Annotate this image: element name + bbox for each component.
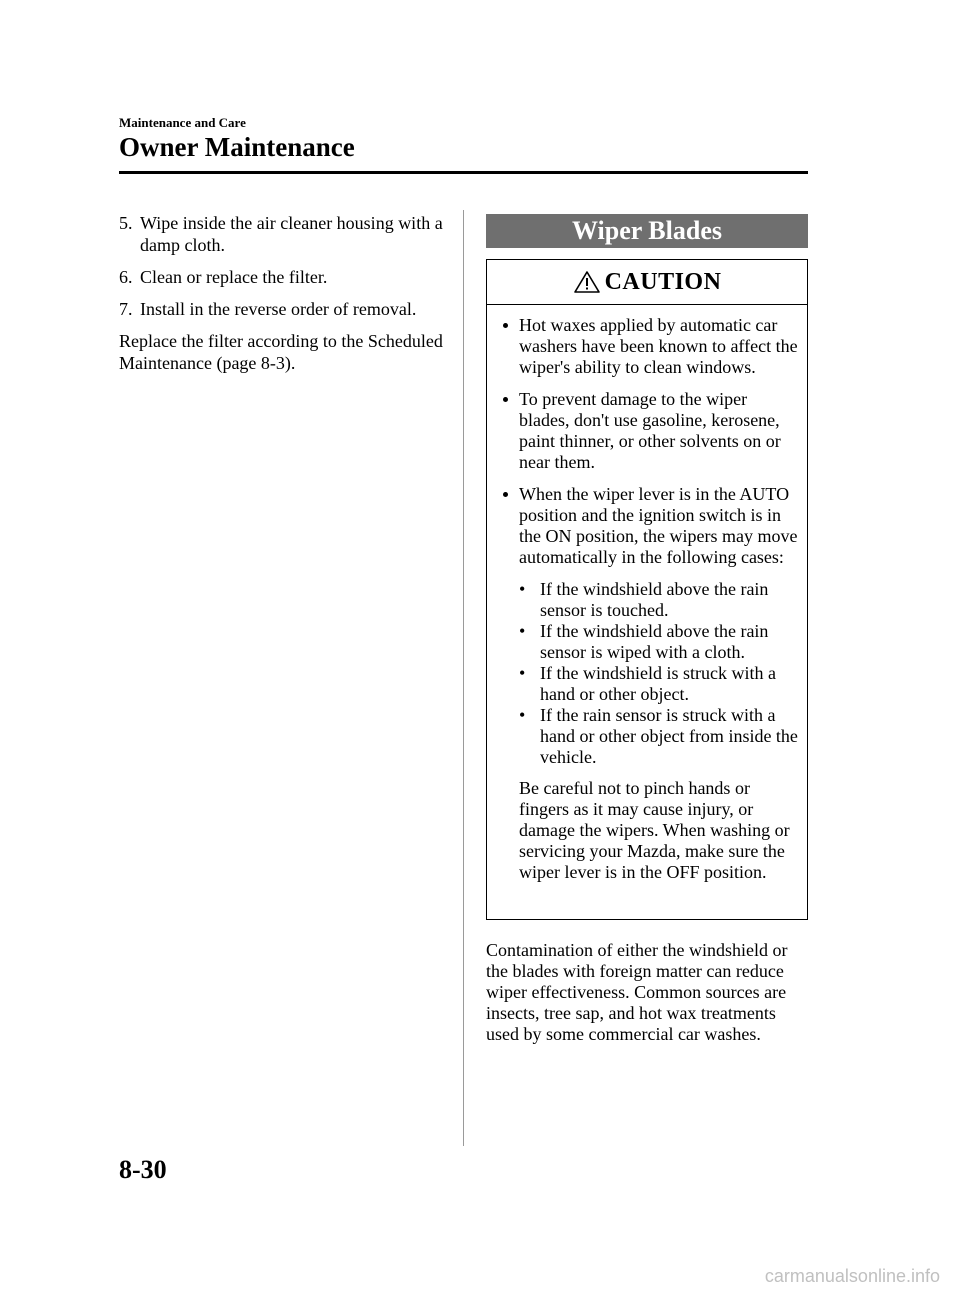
sub-bullet-item: • If the windshield above the rain sensor is wiped with a cloth.: [519, 621, 769, 662]
bullet-dot-icon: [503, 397, 508, 402]
sub-bullet-item: • If the windshield above the rain sensor is touched.: [519, 579, 769, 620]
sub-bullet-list: [487, 579, 807, 768]
caution-note: Be careful not to pinch hands or fingers as it may cause injury, or damage the wipers. When washing or servicing your Mazda, make sure the wiper lever is in the OFF position.: [519, 778, 790, 882]
step-item: 5. Wipe inside the air cleaner housing with a damp cloth.: [119, 213, 443, 255]
bullet-dot-icon: [503, 492, 508, 497]
watermark: carmanualsonline.info: [764, 1266, 940, 1286]
column-divider: [463, 210, 464, 1146]
filter-paragraph: Replace the filter according to the Scheduled Maintenance (page 8-3).: [119, 331, 443, 373]
step-item: 7. Install in the reverse order of removal.: [119, 299, 417, 319]
bullet-dot-icon: [503, 323, 508, 328]
section-title-banner: Wiper Blades: [486, 214, 808, 248]
contamination-paragraph: Contamination of either the windshield or the blades with foreign matter can reduce wiper effectiveness. Common sources are insects, tree sap, and hot wax treatments used by some commercial car washes.: [486, 940, 788, 1044]
warning-triangle-icon: [573, 270, 601, 294]
page-title: Owner Maintenance: [119, 132, 355, 162]
caution-header: [487, 260, 807, 305]
caution-heading: CAUTION: [604, 268, 722, 295]
step-item: 6. Clean or replace the filter.: [119, 267, 328, 287]
section-label: Maintenance and Care: [119, 115, 246, 130]
caution-bullet: To prevent damage to the wiper blades, don't use gasoline, kerosene, paint thinner, or other solvents on or near them.: [487, 389, 807, 473]
left-column: [119, 212, 449, 374]
caution-box: [486, 259, 808, 920]
caution-bullet: When the wiper lever is in the AUTO position and the ignition switch is in the ON position, the wipers may move automatically in the following cases:: [487, 484, 807, 568]
caution-bullet: Hot waxes applied by automatic car washers have been known to affect the wiper's ability to clean windows.: [487, 315, 807, 378]
title-rule: [119, 171, 808, 174]
caution-body: [487, 305, 807, 883]
sub-bullet-item: • If the rain sensor is struck with a hand or other object from inside the vehicle.: [519, 705, 798, 767]
sub-bullet-item: • If the windshield is struck with a hand or other object.: [519, 663, 776, 704]
page-number: 8-30: [119, 1155, 167, 1184]
